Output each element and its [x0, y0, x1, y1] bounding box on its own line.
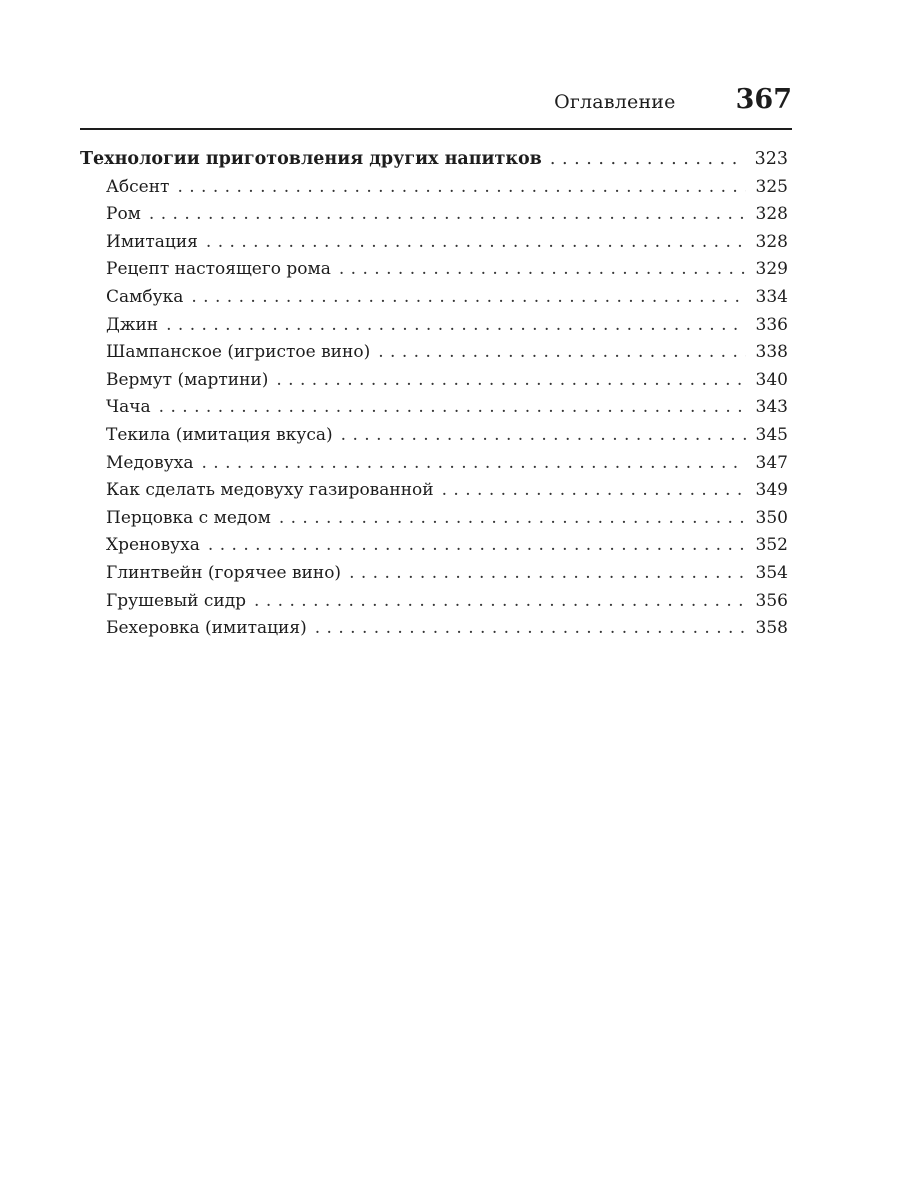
toc-entry[interactable]	[80, 563, 788, 591]
toc-entry-page: 345	[755, 424, 788, 445]
toc-entry[interactable]	[80, 480, 788, 508]
toc-dot-leader	[276, 370, 745, 390]
toc-entry-title: Как сделать медовуху газированной	[106, 480, 434, 501]
toc-dot-leader	[279, 508, 746, 528]
toc-entry-page: 336	[755, 314, 788, 335]
toc-entry-title: Имитация	[106, 231, 198, 252]
toc-entry[interactable]	[80, 342, 788, 370]
toc-entry-title: Текила (имитация вкуса)	[106, 424, 333, 445]
toc-entry-title: Шампанское (игристое вино)	[106, 342, 371, 363]
toc-dot-leader	[206, 232, 746, 252]
toc-entry[interactable]	[80, 315, 788, 343]
toc-dot-leader	[177, 177, 745, 197]
toc-entry-page: 338	[755, 342, 788, 363]
toc-dot-leader	[208, 535, 746, 555]
table-of-contents	[80, 149, 788, 646]
toc-dot-leader	[442, 480, 746, 500]
toc-dot-leader	[201, 453, 745, 473]
toc-dot-leader	[149, 204, 746, 224]
toc-entry-title: Технологии приготовления других напитков	[80, 149, 542, 169]
toc-entry[interactable]	[80, 370, 788, 398]
toc-entry-title: Медовуха	[106, 452, 194, 473]
toc-entry-title: Ром	[106, 204, 141, 225]
toc-entry[interactable]	[80, 618, 788, 646]
toc-entry[interactable]	[80, 508, 788, 536]
toc-entry-page: 356	[755, 590, 788, 611]
toc-entry[interactable]	[80, 397, 788, 425]
toc-entry[interactable]	[80, 591, 788, 619]
toc-dot-leader	[166, 315, 745, 335]
toc-dot-leader	[550, 149, 745, 169]
toc-entry[interactable]	[80, 453, 788, 481]
toc-entry[interactable]	[80, 535, 788, 563]
toc-entry-page: 354	[755, 562, 788, 583]
toc-dot-leader	[315, 618, 746, 638]
toc-entry-page: 328	[755, 204, 788, 225]
toc-chapter-entry[interactable]	[80, 149, 788, 177]
toc-entry-page: 328	[755, 231, 788, 252]
toc-items	[80, 177, 788, 646]
toc-entry-page: 358	[755, 618, 788, 639]
toc-dot-leader	[254, 591, 746, 611]
toc-entry-page: 340	[755, 369, 788, 390]
toc-entry-title: Чача	[106, 397, 151, 418]
toc-dot-leader	[349, 563, 745, 583]
toc-entry[interactable]	[80, 177, 788, 205]
toc-entry[interactable]	[80, 204, 788, 232]
toc-entry[interactable]	[80, 425, 788, 453]
toc-entry-title: Грушевый сидр	[106, 590, 247, 611]
toc-entry-page: 350	[755, 507, 788, 528]
toc-dot-leader	[378, 342, 745, 362]
toc-entry-title: Хреновуха	[106, 535, 200, 556]
toc-entry-title: Рецепт настоящего рома	[106, 259, 331, 280]
toc-entry-title: Абсент	[106, 176, 170, 197]
toc-entry-title: Вермут (мартини)	[106, 369, 269, 390]
toc-dot-leader	[159, 397, 746, 417]
toc-entry-page: 334	[755, 286, 788, 307]
toc-entry-title: Перцовка с медом	[106, 507, 271, 528]
toc-entry-page: 325	[755, 176, 788, 197]
toc-entry-title: Джин	[106, 314, 159, 335]
toc-entry-page: 352	[755, 535, 788, 556]
toc-entry-page: 323	[754, 149, 788, 169]
toc-entry-page: 329	[755, 259, 788, 280]
toc-dot-leader	[191, 287, 745, 307]
toc-entry-page: 347	[755, 452, 788, 473]
toc-dot-leader	[341, 425, 746, 445]
toc-entry-title: Самбука	[106, 286, 184, 307]
toc-entry-page: 343	[755, 397, 788, 418]
toc-entry[interactable]	[80, 287, 788, 315]
toc-dot-leader	[339, 259, 746, 279]
toc-entry-title: Глинтвейн (горячее вино)	[106, 562, 342, 583]
toc-entry[interactable]	[80, 232, 788, 260]
header-rule	[80, 128, 792, 130]
toc-entry[interactable]	[80, 259, 788, 287]
page-number: 367	[735, 84, 792, 115]
toc-entry-title: Бехеровка (имитация)	[106, 618, 307, 639]
toc-entry-page: 349	[755, 480, 788, 501]
running-head-title: Оглавление	[554, 91, 676, 113]
running-head	[80, 84, 792, 124]
